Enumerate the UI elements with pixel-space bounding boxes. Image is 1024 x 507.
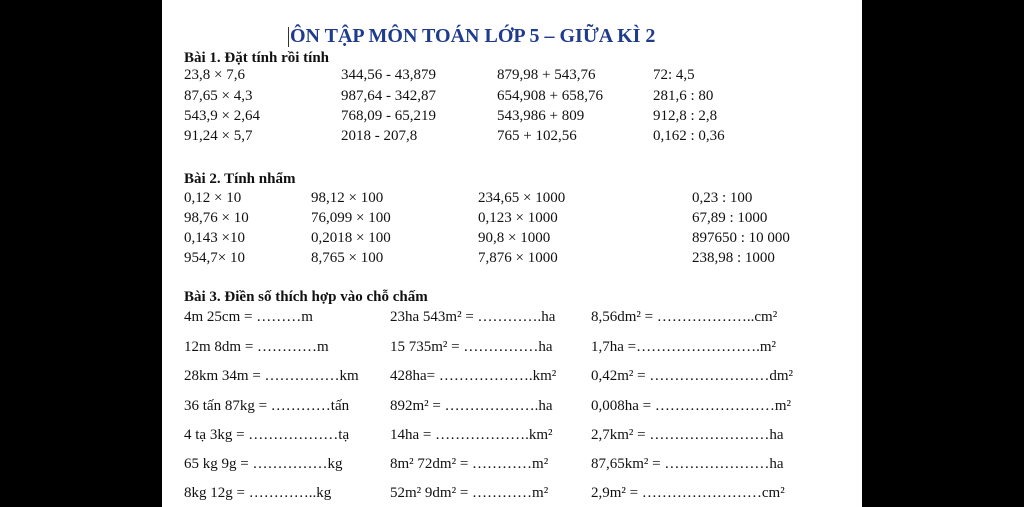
bai3-cell: 52m² 9dm² = …………m²	[390, 485, 549, 501]
bai2-cell: 0,123 × 1000	[478, 210, 558, 226]
bai3-row	[184, 456, 834, 476]
bai3-cell: 28km 34m = ……………km	[184, 368, 359, 384]
bai2-cell: 76,099 × 100	[311, 210, 391, 226]
bai1-cell: 654,908 + 658,76	[497, 88, 603, 104]
bai3-cell: 12m 8dm = …………m	[184, 339, 329, 355]
bai1-row	[184, 88, 834, 108]
bai3-cell: 2,9m² = ……………………cm²	[591, 485, 785, 501]
bai3-cell: 0,42m² = ……………………dm²	[591, 368, 794, 384]
bai1-cell: 0,162 : 0,36	[653, 128, 725, 144]
bai1-cell: 91,24 × 5,7	[184, 128, 253, 144]
worksheet-page	[162, 0, 862, 507]
bai3-cell: 36 tấn 87kg = …………tấn	[184, 398, 350, 414]
bai3-cell: 2,7km² = ……………………ha	[591, 427, 784, 443]
bai1-cell: 23,8 × 7,6	[184, 67, 245, 83]
bai3-cell: 65 kg 9g = ……………kg	[184, 456, 343, 472]
bai3-cell: 8m² 72dm² = …………m²	[390, 456, 549, 472]
bai1-cell: 543,986 + 809	[497, 108, 585, 124]
bai2-cell: 7,876 × 1000	[478, 250, 558, 266]
bai2-heading: Bài 2. Tính nhẩm	[184, 171, 296, 187]
bai3-row	[184, 309, 834, 329]
bai2-cell: 0,143 ×10	[184, 230, 245, 246]
bai2-cell: 0,12 × 10	[184, 190, 242, 206]
bai1-cell: 281,6 : 80	[653, 88, 714, 104]
bai1-row	[184, 128, 834, 148]
bai3-cell: 15 735m² = ……………ha	[390, 339, 553, 355]
bai3-row	[184, 485, 834, 505]
bai3-row	[184, 368, 834, 388]
bai2-cell: 954,7× 10	[184, 250, 245, 266]
bai2-cell: 238,98 : 1000	[692, 250, 775, 266]
bai1-cell: 765 + 102,56	[497, 128, 577, 144]
bai3-row	[184, 339, 834, 359]
bai1-cell: 543,9 × 2,64	[184, 108, 260, 124]
bai1-cell: 72: 4,5	[653, 67, 695, 83]
bai2-cell: 0,2018 × 100	[311, 230, 391, 246]
bai1-cell: 2018 - 207,8	[341, 128, 418, 144]
bai2-cell: 67,89 : 1000	[692, 210, 768, 226]
bai2-cell: 98,12 × 100	[311, 190, 384, 206]
bai1-heading: Bài 1. Đặt tính rồi tính	[184, 50, 330, 66]
bai3-cell: 4 tạ 3kg = ………………tạ	[184, 427, 350, 443]
bai3-cell: 892m² = ……………….ha	[390, 398, 553, 414]
bai3-cell: 8kg 12g = …………..kg	[184, 485, 332, 501]
bai2-cell: 897650 : 10 000	[692, 230, 790, 246]
bai3-cell: 87,65km² = …………………ha	[591, 456, 784, 472]
bai1-cell: 987,64 - 342,87	[341, 88, 436, 104]
bai1-cell: 768,09 - 65,219	[341, 108, 436, 124]
bai3-cell: 8,56dm² = ………………..cm²	[591, 309, 778, 325]
bai2-cell: 234,65 × 1000	[478, 190, 566, 206]
bai2-row	[184, 210, 834, 230]
bai3-row	[184, 427, 834, 447]
bai2-cell: 98,76 × 10	[184, 210, 249, 226]
page-title: ÔN TẬP MÔN TOÁN LỚP 5 – GIỮA KÌ 2	[290, 25, 656, 47]
bai1-cell: 879,98 + 543,76	[497, 67, 596, 83]
bai3-cell: 1,7ha =…………………….m²	[591, 339, 777, 355]
bai2-row	[184, 230, 834, 250]
bai2-cell: 0,23 : 100	[692, 190, 753, 206]
bai1-cell: 344,56 - 43,879	[341, 67, 436, 83]
bai1-row	[184, 67, 834, 87]
bai3-cell: 4m 25cm = ………m	[184, 309, 313, 325]
bai3-heading: Bài 3. Điền số thích hợp vào chỗ chấm	[184, 289, 428, 305]
bai1-row	[184, 108, 834, 128]
bai3-cell: 428ha= ……………….km²	[390, 368, 557, 384]
bai3-cell: 14ha = ……………….km²	[390, 427, 553, 443]
bai3-cell: 0,008ha = ……………………m²	[591, 398, 792, 414]
bai1-cell: 87,65 × 4,3	[184, 88, 253, 104]
bai3-cell: 23ha 543m² = ………….ha	[390, 309, 556, 325]
bai1-cell: 912,8 : 2,8	[653, 108, 718, 124]
bai2-row	[184, 190, 834, 210]
bai2-cell: 8,765 × 100	[311, 250, 384, 266]
bai2-cell: 90,8 × 1000	[478, 230, 551, 246]
bai2-row	[184, 250, 834, 270]
bai3-row	[184, 398, 834, 418]
